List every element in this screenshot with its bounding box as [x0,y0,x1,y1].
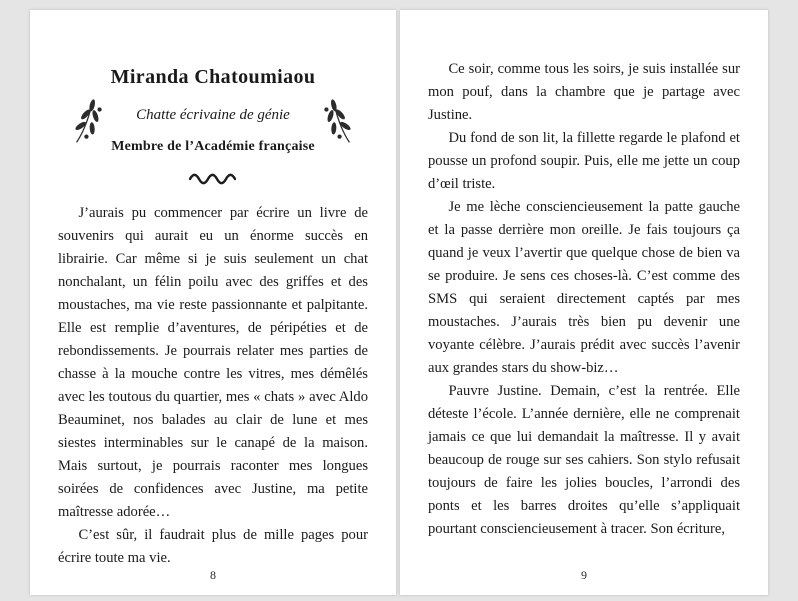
page-body-left [58,202,368,570]
paragraph: Ce soir, comme tous les soirs, je suis installée sur mon pouf, dans la chambre que je partage avec Justine. [428,61,740,123]
chapter-header [58,10,368,188]
paragraph: Je me lèche consciencieusement la patte gauche et la passe derrière mon oreille. Je fais toujours ça quand je veux l’avertir que quelque chose de bien va se produire. Je sens ces choses-là. C’est comme des SMS qui seraient directement captés par mes moustaches. J’aurais très bien pu devenir une voyante célèbre. J’aurais prédit avec succès l’avenir aux grandes stars du show-biz… [428,199,740,376]
chapter-subtitle: Chatte écrivaine de génie [136,107,290,123]
chapter-affiliation: Membre de l’Académie française [111,139,315,154]
paragraph: Pauvre Justine. Demain, c’est la rentrée. Elle déteste l’école. L’année dernière, elle ne comprenait jamais ce que lui demandait la maîtresse. Il y avait beaucoup de rouge sur ses cahiers. Son stylo refusait toujours de faire les jolies boucles, l’arrondi des ponts et les barres droites qu’elle s’appliquait pourtant consciencieusement à tracer. Son écriture, [428,383,740,537]
paragraph: Du fond de son lit, la fillette regarde le plafond et pousse un profond soupir. Puis, elle me jette un coup d’œil triste. [428,130,740,192]
laurel-branch-right-icon [310,94,356,148]
page-body-right [428,10,740,541]
squiggle-divider-icon [58,172,368,188]
laurel-branch-left-icon [70,94,116,148]
paragraph: J’aurais pu commencer par écrire un livre de souvenirs qui aurait eu un énorme succès en librairie. Car même si je suis seulement un chat nonchalant, un félin poilu avec des griffes et des moustaches, ma vie reste passionnante et palpitante. Elle est remplie d’aventures, de péripéties et de rebondissements. Je pourrais relater mes parties de chasse à la mouche contre les vitres, mes démêlés avec les toutous du quartier, mes « chats » avec Aldo Beauminet, nos balades au clair de lune et mes siestes interminables sur le canapé de la maison. Mais surtout, je pourrais raconter mes longues soirées de confidences avec Justine, ma petite maîtresse adorée… [58,205,368,520]
page-number-right: 9 [581,568,587,582]
paragraph: C’est sûr, il faudrait plus de mille pages pour écrire toute ma vie. [58,527,368,566]
page-number-left: 8 [210,568,216,582]
page-left [30,10,396,595]
chapter-title: Miranda Chatoumiaou [110,66,316,88]
page-right [400,10,768,595]
